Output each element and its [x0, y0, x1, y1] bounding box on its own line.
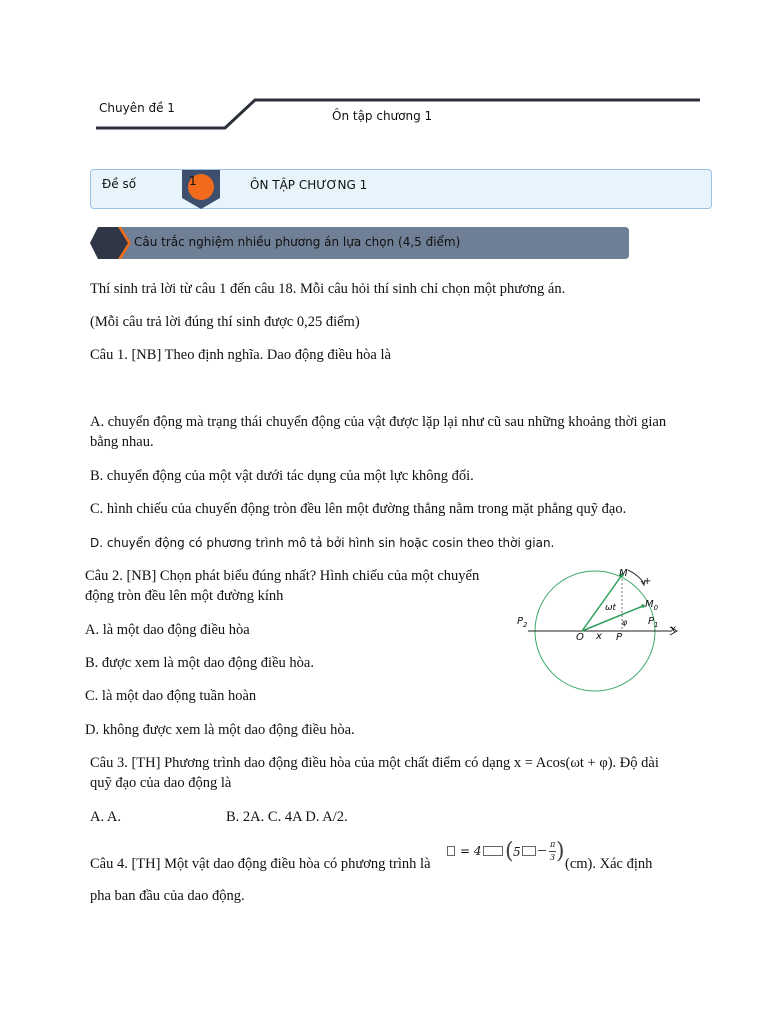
instruction-line-2: (Mỗi câu trả lời đúng thí sinh được 0,25 điểm): [90, 314, 360, 330]
formula-frac-bot: 3: [550, 853, 556, 862]
q2-option-c: C. là một dao động tuần hoàn: [85, 688, 257, 704]
label-x-axis: x: [670, 624, 676, 635]
formula-equals-4: = 4: [460, 844, 482, 858]
q2-stem: Câu 2. [NB] Chọn phát biểu đúng nhất? Hình chiếu của một chuyển động tròn đều lên một đường kính: [85, 568, 480, 604]
label-M: M: [619, 568, 628, 579]
formula-frac-bar: [549, 851, 556, 852]
q1-option-c: C. hình chiếu của chuyển động tròn đều lên một đường thẳng nằm trong mặt phẳng quỹ đạo.: [90, 501, 627, 517]
formula-placeholder-box: [447, 846, 455, 856]
q1-option-d: D. chuyển động có phương trình mô tả bởi hình sin hoặc cosin theo thời gian.: [90, 536, 555, 550]
q4-stem-2: pha ban đầu của dao động.: [90, 888, 245, 904]
label-phi: φ: [622, 618, 628, 627]
label-P1: $P_1$: [648, 616, 659, 629]
formula-paren-open: (: [505, 839, 514, 864]
q3-stem: Câu 3. [TH] Phương trình dao động điều hòa của một chất điểm có dạng x = Acos(ωt + φ). Độ dài quỹ đạo của dao động là: [90, 755, 659, 791]
label-x: x: [596, 631, 602, 642]
formula-frac-top: π: [550, 840, 556, 849]
formula-5: 5: [513, 845, 521, 859]
q2-option-b: B. được xem là một dao động điều hòa.: [85, 655, 314, 671]
q4-stem: Câu 4. [TH] Một vật dao động điều hòa có phương trình là: [90, 856, 431, 872]
section-label: Ôn tập chương 1: [332, 109, 433, 123]
q2-option-d: D. không được xem là một dao động điều hòa.: [85, 722, 355, 738]
exam-label: Đề số: [102, 177, 137, 191]
q4-unit: (cm). Xác định: [565, 856, 653, 872]
formula-minus: [538, 850, 546, 851]
formula-cos-box: [483, 846, 503, 856]
label-omega-t: ωt: [605, 603, 617, 613]
exam-title: ÔN TẬP CHƯƠNG 1: [250, 178, 368, 192]
circle-projection-figure: [510, 562, 700, 692]
chapter-label: Chuyên đề 1: [99, 101, 175, 115]
exam-number: 1: [189, 174, 197, 188]
q1-option-a: A. chuyển động mà trạng thái chuyển động của vật được lặp lại như cũ sau những khoảng thời gian bằng nhau.: [90, 414, 667, 450]
label-M0: $M_0$: [645, 599, 659, 612]
part-banner-text: Câu trắc nghiệm nhiều phương án lựa chọn (4,5 điểm): [134, 235, 461, 249]
label-O: O: [576, 632, 584, 643]
label-plus: +: [643, 576, 652, 587]
formula-t-box: [522, 846, 536, 856]
formula-paren-close: ): [556, 839, 565, 864]
exam-number-badge: [180, 168, 224, 212]
q3-options-bcd: B. 2A. C. 4A D. A/2.: [226, 809, 348, 825]
label-P2: $P_2$: [517, 616, 528, 629]
q3-option-a: A. A.: [90, 809, 122, 825]
instruction-line-1: Thí sinh trả lời từ câu 1 đến câu 18. Mỗi câu hỏi thí sinh chỉ chọn một phương án.: [90, 281, 566, 297]
q1-option-b: B. chuyển động của một vật dưới tác dụng của một lực không đổi.: [90, 468, 474, 484]
q1-stem: Câu 1. [NB] Theo định nghĩa. Dao động điều hòa là: [90, 347, 391, 363]
q2-option-a: A. là một dao động điều hòa: [85, 622, 250, 638]
q4-formula: [447, 839, 565, 872]
label-P: P: [616, 632, 623, 643]
